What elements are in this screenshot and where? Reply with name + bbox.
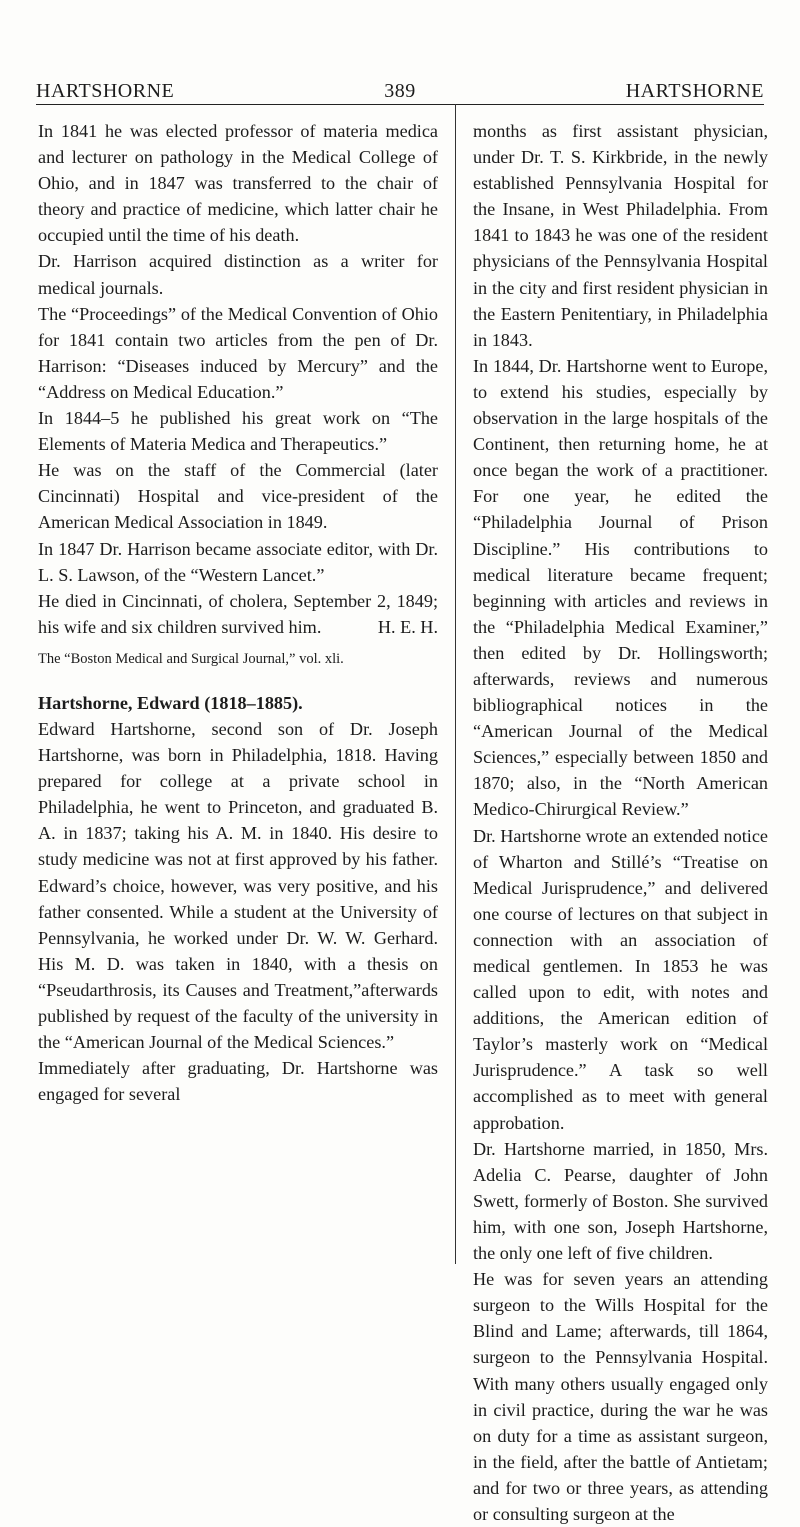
running-header [36, 80, 764, 102]
entry-heading: Hartshorne, Edward (1818–1885). [38, 692, 303, 713]
author-initials: H. E. H. [377, 616, 438, 637]
paragraph: Dr. Harrison acquired distinction as a writer for medical journals. [38, 251, 438, 298]
paragraph: In 1847 Dr. Harrison became associate editor, with Dr. L. S. Lawson, of the “Western Lancet.” [38, 538, 438, 585]
header-rule [36, 104, 764, 105]
paragraph: Edward Hartshorne, second son of Dr. Joseph Hartshorne, was born in Philadelphia, 1818. Having prepared for college at a private school in Philadelphia, he went to Princeton, and graduated B. A. in 1837; taking his A. M. in 1840. His desire to study medicine was not at first approved by his father. Edward’s choice, however, was very positive, and his father consented. While a student at the University of Pennsylvania, he worked under Dr. W. W. Gerhard. His M. D. was taken in 1840, with a thesis on “Pseudarthrosis, its Causes and Treatment,”afterwards published by request of the faculty of the university in the “American Journal of the Medical Sciences.” [38, 718, 438, 1053]
paragraph: He was on the staff of the Commercial (later Cincinnati) Hospital and vice-president of the American Medical Association in 1849. [38, 460, 438, 533]
paragraph: The “Proceedings” of the Medical Convention of Ohio for 1841 contain two articles from the pen of Dr. Harrison: “Diseases induced by Mercury” and the “Address on Medical Education.” [38, 303, 438, 402]
paragraph: Dr. Hartshorne wrote an extended notice of Wharton and Stillé’s “Treatise on Medical Jurisprudence,” and delivered one course of lectures on that subject in connection with an association of medical gentlemen. In 1853 he was called upon to edit, with notes and additions, the American edition of Taylor’s masterly work on “Medical Jurisprudence.” A task so well accomplished as to meet with general approbation. [473, 825, 768, 1133]
paragraph: In 1844–5 he published his great work on “The Elements of Materia Medica and Therapeutics.” [38, 408, 438, 455]
source-citation: The “Boston Medical and Surgical Journal,” vol. xli. [38, 650, 344, 667]
paragraph: He died in Cincinnati, of cholera, September 2, 1849; his wife and six children survived him. [38, 590, 438, 637]
paragraph: months as first assistant physician, under Dr. T. S. Kirkbride, in the newly established Pennsylvania Hospital for the Insane, in West Philadelphia. From 1841 to 1843 he was one of the resident physicians of the Pennsylvania Hospital in the city and first resident physician in the Eastern Penitentiary, in Philadelphia in 1843. [473, 121, 768, 350]
right-column [473, 118, 768, 1527]
paragraph: In 1844, Dr. Hartshorne went to Europe, to extend his studies, especially by observation in the large hospitals of the Continent, then returning home, he at once began the work of a practitioner. For one year, he edited the “Philadelphia Journal of Prison Discipline.” His contributions to medical literature became frequent; beginning with articles and reviews in the “Philadelphia Medical Examiner,” then edited by Dr. Hollingsworth; afterwards, reviews and numerous bibliographical notices in the “American Journal of the Medical Sciences,” especially between 1850 and 1870; also, in the “North American Medico-Chirurgical Review.” [473, 355, 768, 820]
paragraph: Dr. Hartshorne married, in 1850, Mrs. Adelia C. Pearse, daughter of John Swett, formerly of Boston. She survived him, with one son, Joseph Hartshorne, the only one left of five children. [473, 1138, 768, 1264]
left-column [38, 118, 438, 1107]
column-divider [455, 104, 456, 1264]
page-number: 389 [384, 80, 416, 102]
paragraph: In 1841 he was elected professor of materia medica and lecturer on pathology in the Medical College of Ohio, and in 1847 was transferred to the chair of theory and practice of medicine, which latter chair he occupied until the time of his death. [38, 121, 438, 246]
paragraph: He was for seven years an attending surgeon to the Wills Hospital for the Blind and Lame; afterwards, till 1864, surgeon to the Pennsylvania Hospital. With many others usually engaged only in civil practice, during the war he was on duty for a time as assistant surgeon, in the field, after the battle of Antietam; and for two or three years, as attending or consulting surgeon at the [473, 1269, 768, 1524]
running-head-right: HARTSHORNE [625, 80, 764, 102]
running-head-left: HARTSHORNE [36, 80, 175, 102]
paragraph: Immediately after graduating, Dr. Hartshorne was engaged for several [38, 1058, 438, 1105]
